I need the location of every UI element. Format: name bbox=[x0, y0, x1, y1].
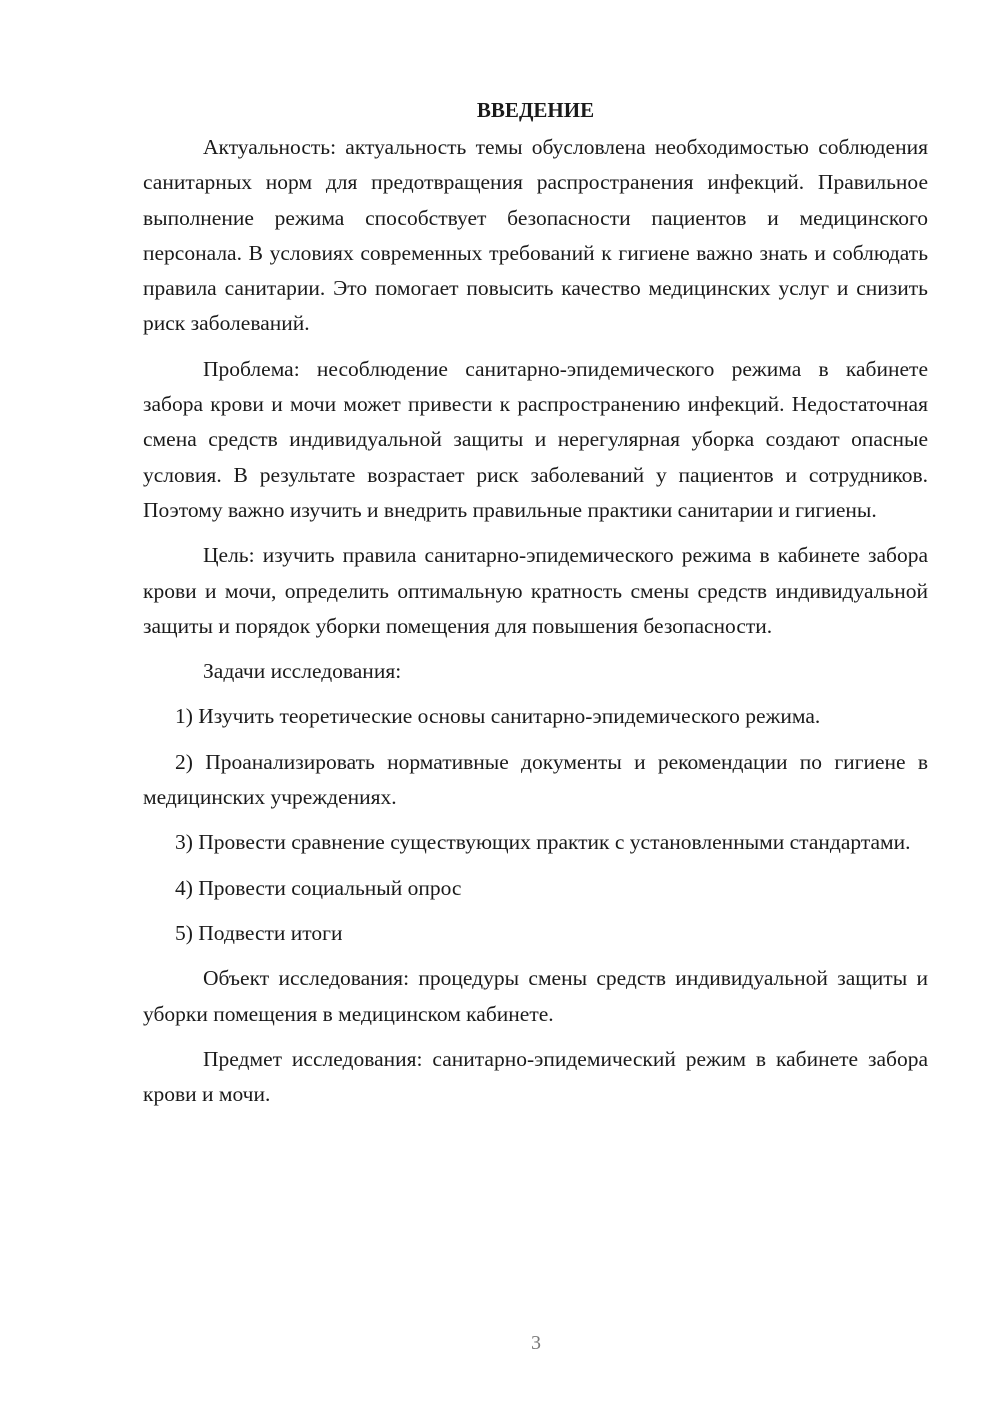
task-item-5: 5) Подвести итоги bbox=[175, 920, 343, 945]
task-item-2: 2) Проанализировать нормативные документы и рекомендации по гигиене в медицинских учреждениях. bbox=[143, 749, 928, 810]
document-page bbox=[143, 93, 928, 1122]
paragraph-goal: Цель: изучить правила санитарно-эпидемического режима в кабинете забора крови и мочи, определить оптимальную кратность смены средств индивидуальной защиты и порядок уборки помещения для повышения безопасности. bbox=[143, 543, 928, 638]
paragraph-subject: Предмет исследования: санитарно-эпидемический режим в кабинете забора крови и мочи. bbox=[143, 1046, 928, 1107]
page-number: 3 bbox=[531, 1332, 541, 1354]
task-list bbox=[143, 699, 928, 951]
page-title: ВВЕДЕНИЕ bbox=[476, 98, 595, 122]
paragraph-relevance: Актуальность: актуальность темы обусловлена необходимостью соблюдения санитарных норм для предотвращения распространения инфекций. Правильное выполнение режима способствует безопасности пациентов и медицинского персонала. В условиях современных требований к гигиене важно знать и соблюдать правила санитарии. Это помогает повысить качество медицинских услуг и снизить риск заболеваний. bbox=[143, 135, 928, 336]
tasks-heading: Задачи исследования: bbox=[203, 659, 402, 684]
task-item-4: 4) Провести социальный опрос bbox=[175, 875, 462, 900]
task-item-3: 3) Провести сравнение существующих практик с установленными стандартами. bbox=[175, 830, 911, 855]
task-item-1: 1) Изучить теоретические основы санитарно-эпидемического режима. bbox=[175, 704, 821, 729]
paragraph-problem: Проблема: несоблюдение санитарно-эпидемического режима в кабинете забора крови и мочи может привести к распространению инфекций. Недостаточная смена средств индивидуальной защиты и нерегулярная уборка создают опасные условия. В результате возрастает риск заболеваний у пациентов и сотрудников. Поэтому важно изучить и внедрить правильные практики санитарии и гигиены. bbox=[143, 356, 928, 522]
paragraph-object: Объект исследования: процедуры смены средств индивидуальной защиты и уборки помещения в медицинском кабинете. bbox=[143, 966, 928, 1026]
